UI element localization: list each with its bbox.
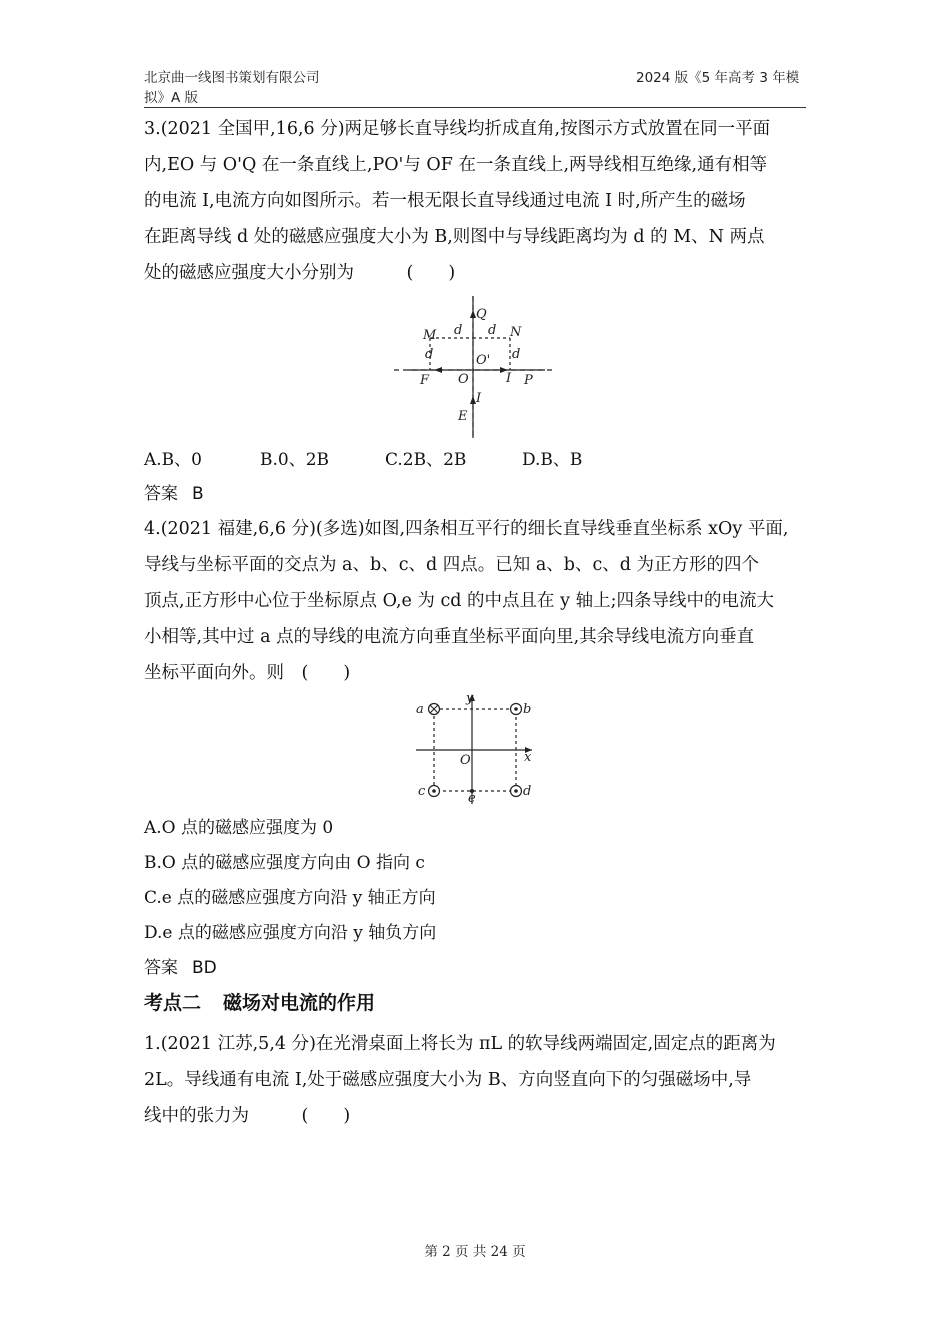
header-edition-tail: 拟》A 版 [144,90,199,106]
q3-option-c: C.2B、2B [385,450,467,470]
q4-label-O: O [460,753,471,768]
q4-square-figure [408,690,548,808]
q3-option-b: B.0、2B [260,450,330,470]
q4-answer [144,956,217,980]
q3-label-I1: I [506,371,512,386]
q3-label-O1: O' [476,353,491,368]
q4-option-a: A.O 点的磁感应强度为 0 [144,818,334,838]
q4-line-1: 4.(2021 福建,6,6 分)(多选)如图,四条相互平行的细长直导线垂直坐标系 xOy 平面, [144,519,789,539]
q4-label-c: c [418,784,426,799]
q4-label-b: b [523,702,532,717]
q3-label-O: O [458,372,469,387]
q3-answer-label: 答案 [144,484,178,504]
q3-line-4: 在距离导线 d 处的磁感应强度大小为 B,则图中与导线距离均为 d 的 M、N 两点 [144,227,765,247]
q4-option-b: B.O 点的磁感应强度方向由 O 指向 c [144,853,425,873]
q1-line-1: 1.(2021 江苏,5,4 分)在光滑桌面上将长为 πL 的软导线两端固定,固定点的距离为 [144,1034,776,1054]
q3-label-d2: d [488,323,497,338]
q3-line-2: 内,EO 与 O'Q 在一条直线上,PO'与 OF 在一条直线上,两导线相互绝缘,通有相等 [144,155,768,175]
section-heading [144,990,375,1016]
page-number: 第 2 页 共 24 页 [424,1244,526,1260]
current-arrow-left-icon [434,367,442,373]
q3-label-d1: d [454,323,463,338]
q3-option-d: D.B、B [522,450,583,470]
q1-line-3: 线中的张力为 ( ) [144,1106,351,1126]
q3-label-d4: d [512,347,521,362]
q3-label-E: E [458,409,468,424]
q3-label-F: F [420,373,430,388]
q3-option-a: A.B、0 [144,450,202,470]
q4-line-5: 坐标平面向外。则 ( ) [144,663,351,683]
q4-label-y: y [466,691,474,706]
q3-line-1: 3.(2021 全国甲,16,6 分)两足够长直导线均折成直角,按图示方式放置在同一平面 [144,119,771,139]
section-number: 考点二 [144,992,202,1014]
q3-answer [144,482,204,506]
q3-label-d3: d [425,347,434,362]
q3-answer-value: B [192,484,204,504]
q4-line-2: 导线与坐标平面的交点为 a、b、c、d 四点。已知 a、b、c、d 为正方形的四个 [144,555,760,575]
q3-line-3: 的电流 I,电流方向如图所示。若一根无限长直导线通过电流 I 时,所产生的磁场 [144,191,746,211]
q1-line-2: 2L。导线通有电流 I,处于磁感应强度大小为 B、方向竖直向下的匀强磁场中,导 [144,1070,752,1090]
q4-answer-label: 答案 [144,958,178,978]
q3-label-M: M [423,328,437,343]
q3-label-Q: Q [476,307,487,322]
q4-label-e: e [468,791,476,806]
q4-answer-value: BD [192,958,217,978]
q4-option-d: D.e 点的磁感应强度方向沿 y 轴负方向 [144,923,437,943]
q3-label-I2: I [476,391,482,406]
header-book-title: 2024 版《5 年高考 3 年模 [636,70,800,86]
q3-line-5: 处的磁感应强度大小分别为 ( ) [144,263,456,283]
q4-option-c: C.e 点的磁感应强度方向沿 y 轴正方向 [144,888,436,908]
header-rule [144,107,806,108]
q4-label-a: a [416,702,424,717]
q4-label-x: x [524,750,532,765]
q4-label-d: d [523,784,532,799]
q3-wire-figure [390,292,560,442]
section-title: 磁场对电流的作用 [223,992,376,1014]
q4-line-3: 顶点,正方形中心位于坐标原点 O,e 为 cd 的中点且在 y 轴上;四条导线中的电流大 [144,591,774,611]
q3-label-N: N [510,325,522,340]
header-company: 北京曲一线图书策划有限公司 [144,70,320,86]
q4-line-4: 小相等,其中过 a 点的导线的电流方向垂直坐标平面向里,其余导线电流方向垂直 [144,627,755,647]
q3-label-P: P [524,373,533,388]
